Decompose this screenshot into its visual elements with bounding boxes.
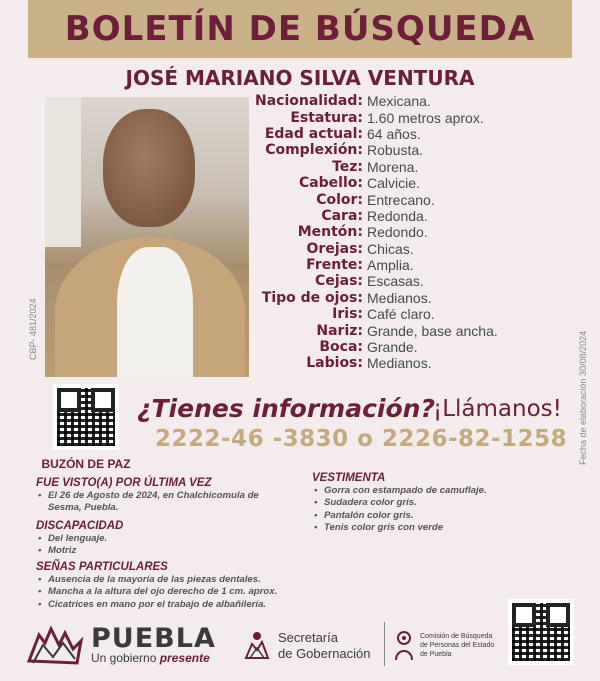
detail-value: Redonda. <box>367 207 428 224</box>
details-list <box>252 93 572 372</box>
detail-value: Medianos. <box>367 355 432 372</box>
detail-value: Medianos. <box>367 289 432 306</box>
detail-row <box>252 175 572 191</box>
detail-label: Cabello: <box>298 175 363 192</box>
list-discapacidad <box>36 533 107 558</box>
detail-row <box>252 339 572 355</box>
fecha-elaboracion: Fecha de elaboración 30/08/2024 <box>578 330 588 465</box>
detail-value: Escasas. <box>367 273 424 290</box>
detail-label: Color: <box>316 191 363 208</box>
detail-value: Mexicana. <box>367 93 431 110</box>
detail-row <box>252 241 572 257</box>
detail-row <box>252 191 572 207</box>
list-item: • Cicatrices en mano por el trabajo de albañilería. <box>36 599 277 611</box>
detail-value: 64 años. <box>367 125 421 142</box>
detail-label: Frente: <box>306 257 363 274</box>
person-photo <box>45 97 249 377</box>
detail-value: Entrecano. <box>367 191 435 208</box>
footer-divider <box>384 622 385 666</box>
puebla-branding <box>25 621 225 669</box>
list-item: • Del lenguaje. <box>36 533 107 545</box>
puebla-wordmark: PUEBLA <box>91 623 216 654</box>
puebla-logo-icon <box>25 623 85 667</box>
secretaria-gobernacion-label: Secretaría de Gobernación <box>278 630 371 661</box>
detail-value: Grande. <box>367 339 418 356</box>
puebla-tagline: Un gobierno presente <box>91 651 210 665</box>
detail-row <box>252 355 572 371</box>
list-item: • Gorra con estampado de camuflaje. <box>312 485 487 497</box>
list-item: Sesma, Puebla. <box>48 502 119 514</box>
detail-label: Estatura: <box>290 109 363 126</box>
detail-row <box>252 290 572 306</box>
detail-label: Iris: <box>332 306 363 323</box>
detail-value: Café claro. <box>367 306 435 323</box>
detail-label: Nacionalidad: <box>255 93 363 110</box>
list-item: • Tenis color gris con verde <box>312 522 487 534</box>
detail-label: Complexión: <box>265 142 363 159</box>
detail-label: Nariz: <box>316 322 363 339</box>
detail-label: Cara: <box>321 207 363 224</box>
section-title-senas: SEÑAS PARTICULARES <box>36 561 168 573</box>
detail-label: Mentón: <box>297 224 363 241</box>
detail-value: Calvicie. <box>367 175 420 192</box>
bulletin-header <box>28 0 572 58</box>
detail-value: Morena. <box>367 158 419 175</box>
detail-row <box>252 142 572 158</box>
detail-row <box>252 322 572 338</box>
list-item: • Ausencia de la mayoría de las piezas dentales. <box>36 574 277 586</box>
detail-row <box>252 306 572 322</box>
phone-numbers: 2222-46 -3830 o 2226-82-1258 <box>155 426 568 452</box>
detail-row <box>252 224 572 240</box>
buzon-de-paz: BUZÓN DE PAZ <box>41 457 131 471</box>
bulletin-title: BOLETÍN DE BÚSQUEDA <box>64 9 536 49</box>
list-item: • Pantalón color gris. <box>312 510 487 522</box>
section-title-vestimenta: VESTIMENTA <box>312 472 386 484</box>
detail-label: Edad actual: <box>264 125 363 142</box>
detail-value: Grande, base ancha. <box>367 322 498 339</box>
detail-label: Tipo de ojos: <box>261 289 363 306</box>
detail-row <box>252 257 572 273</box>
detail-row <box>252 273 572 289</box>
qr-code-icon <box>508 599 574 665</box>
detail-row <box>252 109 572 125</box>
detail-row <box>252 208 572 224</box>
detail-label: Tez: <box>332 158 363 175</box>
info-question: ¿Tienes información? <box>137 394 435 423</box>
detail-label: Orejas: <box>306 240 363 257</box>
comision-busqueda-label: Comisión de Búsqueda de Personas del Estado de Puebla <box>420 633 495 658</box>
detail-value: Robusta. <box>367 142 424 159</box>
list-item: • Mancha a la altura del ojo derecho de 1 cm. aprox. <box>36 586 277 598</box>
info-call: ¡Llámanos! <box>433 396 562 422</box>
section-title-visto: FUE VISTO(A) POR ÚLTIMA VEZ <box>36 477 212 489</box>
detail-row <box>252 93 572 109</box>
list-visto <box>36 490 259 515</box>
detail-label: Cejas: <box>315 273 363 290</box>
detail-value: Amplia. <box>367 257 414 274</box>
person-name: JOSÉ MARIANO SILVA VENTURA <box>125 66 475 90</box>
cbp-folio: CBP- 481/2024 <box>28 298 38 360</box>
detail-label: Boca: <box>319 339 363 356</box>
comision-busqueda-icon <box>392 628 416 662</box>
detail-value: 1.60 metros aprox. <box>367 109 484 126</box>
detail-row <box>252 159 572 175</box>
list-item: • Motriz <box>36 545 107 557</box>
section-title-discapacidad: DISCAPACIDAD <box>36 520 124 532</box>
detail-value: Redondo. <box>367 224 428 241</box>
list-senas <box>36 574 277 611</box>
list-vestimenta <box>312 485 487 535</box>
secretaria-gobernacion-icon <box>240 628 274 662</box>
detail-label: Labios: <box>306 355 363 372</box>
detail-value: Chicas. <box>367 240 414 257</box>
list-item: • Sudadera color gris. <box>312 497 487 509</box>
qr-code-icon <box>53 384 119 450</box>
list-item: • El 26 de Agosto de 2024, en Chalchicomula de <box>36 490 259 502</box>
detail-row <box>252 126 572 142</box>
